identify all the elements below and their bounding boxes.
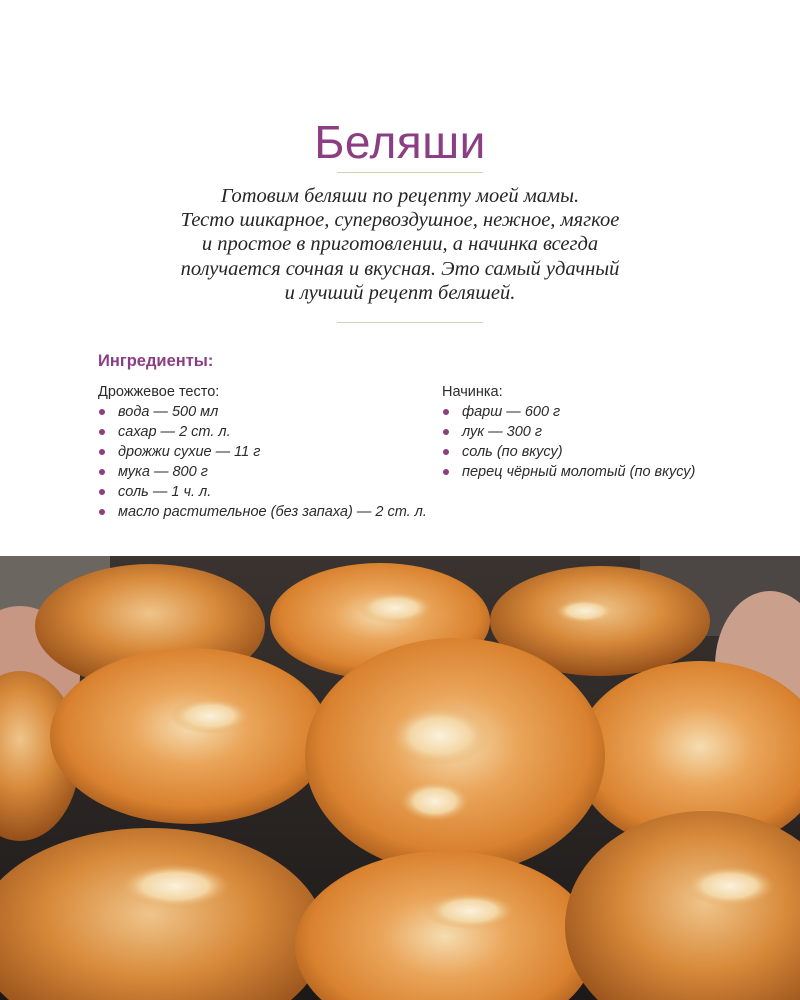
- ingredient-item: [98, 442, 438, 462]
- ingredient-text: лук — 300 г: [462, 424, 543, 440]
- dough-title: Дрожжевое тесто:: [98, 384, 220, 400]
- ingredient-text: мука — 800 г: [118, 464, 208, 480]
- filling-ingredients: [442, 382, 742, 482]
- ingredient-item: [442, 402, 742, 422]
- bullet-icon: [99, 449, 105, 455]
- ingredient-item: [442, 442, 742, 462]
- ingredient-item: [98, 402, 438, 422]
- ingredients-heading: Ингредиенты:: [98, 352, 214, 370]
- bullet-icon: [99, 489, 105, 495]
- bullet-icon: [443, 449, 449, 455]
- intro-line: и простое в приготовлении, а начинка всегда: [201, 233, 599, 256]
- filling-title: Начинка:: [442, 384, 503, 400]
- bullet-icon: [443, 429, 449, 435]
- dough-list: [98, 402, 438, 522]
- ingredient-text: дрожжи сухие — 11 г: [118, 444, 261, 460]
- ingredient-item: [442, 462, 742, 482]
- ingredient-text: сахар — 2 ст. л.: [118, 424, 231, 440]
- bottom-divider: [337, 322, 483, 323]
- ingredient-text: фарш — 600 г: [462, 404, 561, 420]
- top-divider: [337, 172, 483, 173]
- intro-line: и лучший рецепт беляшей.: [284, 281, 516, 304]
- bullet-icon: [443, 469, 449, 475]
- ingredient-text: соль (по вкусу): [462, 444, 563, 460]
- ingredient-text: вода — 500 мл: [118, 404, 219, 420]
- ingredient-item: [442, 422, 742, 442]
- bullet-icon: [99, 509, 105, 515]
- belyashi-photo: [0, 556, 800, 1000]
- bullet-icon: [99, 409, 105, 415]
- dough-ingredients: [98, 382, 438, 522]
- ingredient-item: [98, 502, 438, 522]
- filling-list: [442, 402, 742, 482]
- intro-line: Готовим беляши по рецепту моей мамы.: [220, 185, 580, 207]
- bullet-icon: [443, 409, 449, 415]
- ingredient-item: [98, 462, 438, 482]
- bullet-icon: [99, 469, 105, 475]
- intro-line: Тесто шикарное, супервоздушное, нежное, мягкое: [180, 209, 620, 232]
- ingredient-item: [98, 482, 438, 502]
- belyashi-illustration: [0, 556, 800, 1000]
- recipe-intro: [100, 184, 700, 305]
- recipe-title: Беляши: [314, 115, 486, 168]
- ingredient-text: перец чёрный молотый (по вкусу): [462, 464, 696, 480]
- bullet-icon: [99, 429, 105, 435]
- ingredient-text: масло растительное (без запаха) — 2 ст. л.: [118, 504, 427, 520]
- ingredient-text: соль — 1 ч. л.: [118, 484, 212, 500]
- intro-line: получается сочная и вкусная. Это самый удачный: [180, 257, 620, 280]
- ingredient-item: [98, 422, 438, 442]
